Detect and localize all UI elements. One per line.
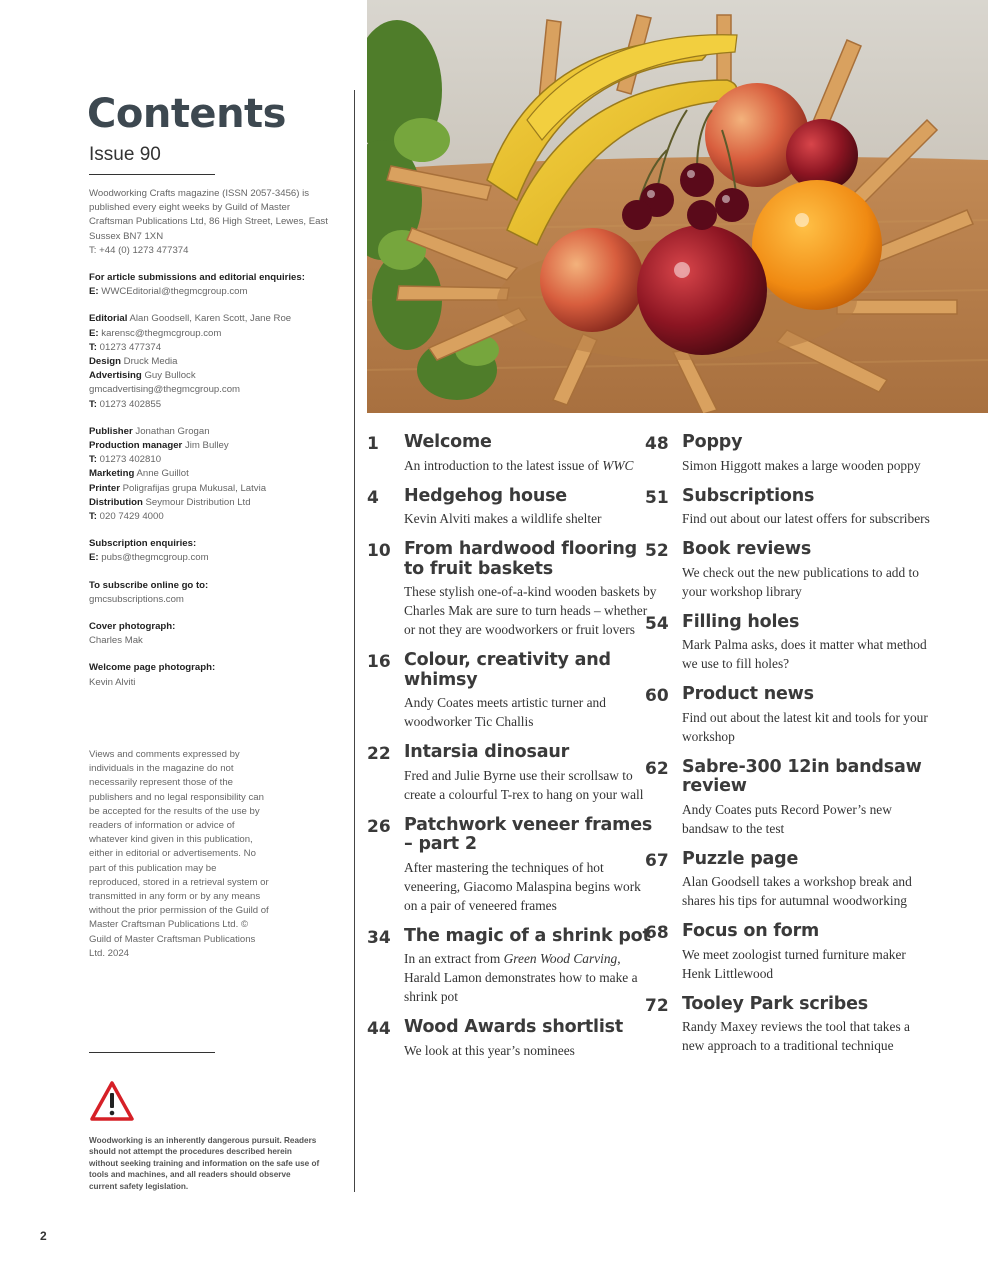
- cover-photo-fruit-basket: [367, 0, 988, 413]
- entry-text: [404, 816, 657, 915]
- disclaimer-divider: [89, 1052, 215, 1053]
- entry-description: [404, 766, 657, 804]
- contents-entry[interactable]: [645, 487, 935, 529]
- masthead-column: [89, 90, 329, 703]
- entry-description: [682, 1017, 935, 1055]
- entry-description-text: In an extract from: [404, 951, 504, 966]
- production-phone: 01273 402810: [99, 454, 162, 466]
- production-phone-label: T:: [89, 454, 97, 466]
- entry-text: [404, 927, 657, 1007]
- entry-text: [682, 850, 935, 911]
- advertising-name: Guy Bullock: [144, 370, 196, 382]
- entry-title: Patchwork veneer frames – part 2: [404, 814, 653, 854]
- entry-description-text: , Harald Lamon demonstrates how to make a shrink pot: [404, 951, 638, 1004]
- entry-page-number: 72: [645, 995, 669, 1016]
- online-block: [89, 579, 329, 607]
- entry-description: [682, 456, 935, 475]
- publisher-phone: T: +44 (0) 1273 477374: [89, 244, 189, 256]
- entry-page-number: 26: [367, 816, 391, 837]
- subscription-email[interactable]: pubs@thegmcgroup.com: [101, 552, 209, 564]
- entry-description-text: After mastering the techniques of hot veneering, Giacomo Malaspina begins work on a pair of veneered frames: [404, 859, 641, 913]
- contents-entry[interactable]: [645, 685, 935, 746]
- entry-description: [682, 509, 935, 528]
- welcome-label: Welcome page photograph:: [89, 662, 216, 674]
- contents-entry[interactable]: [645, 433, 935, 475]
- entry-description-text: An introduction to the latest issue of: [404, 457, 603, 473]
- entry-text: [404, 433, 657, 475]
- distribution-phone-label: T:: [89, 511, 97, 523]
- entry-title: Poppy: [682, 432, 743, 452]
- submissions-email[interactable]: WWCEditorial@thegmcgroup.com: [101, 286, 248, 298]
- entry-text: [682, 922, 935, 983]
- entry-description: [404, 693, 657, 731]
- entry-page-number: 51: [645, 487, 669, 508]
- entry-title: Hedgehog house: [404, 485, 567, 506]
- entry-description-italic: WWC: [602, 457, 634, 473]
- online-label: To subscribe online go to:: [89, 579, 209, 591]
- entry-description-text: Kevin Alviti makes a wildlife shelter: [404, 511, 602, 526]
- page-title: Contents: [87, 91, 286, 137]
- contents-entry[interactable]: [367, 743, 657, 804]
- entry-text: [682, 433, 935, 475]
- entry-title: Sabre-300 12in bandsaw review: [682, 756, 922, 796]
- entry-description: [404, 456, 657, 475]
- printer-name: Poligrafijas grupa Mukusal, Latvia: [122, 482, 267, 494]
- editorial-phone-label: T:: [89, 341, 97, 353]
- contents-entry[interactable]: [367, 433, 657, 475]
- publisher-label: Publisher: [89, 425, 133, 437]
- entry-title: Focus on form: [682, 921, 820, 941]
- entry-text: [682, 540, 935, 601]
- distribution-phone: 020 7429 4000: [99, 511, 164, 523]
- contents-list-left: [367, 433, 657, 1072]
- entry-text: [404, 651, 657, 731]
- publisher-name: Jonathan Grogan: [135, 425, 210, 437]
- online-url[interactable]: gmcsubscriptions.com: [89, 593, 184, 605]
- entry-description: [682, 945, 935, 983]
- entry-description: [404, 949, 657, 1006]
- entry-description-text: We look at this year’s nominees: [404, 1042, 575, 1058]
- entry-page-number: 54: [645, 613, 669, 634]
- editorial-email[interactable]: karensc@thegmcgroup.com: [101, 327, 222, 339]
- entry-text: [404, 540, 657, 639]
- title-divider: [89, 174, 215, 175]
- marketing-label: Marketing: [89, 468, 135, 480]
- cover-name: Charles Mak: [89, 635, 143, 647]
- design-label: Design: [89, 356, 121, 368]
- entry-title: Intarsia dinosaur: [404, 742, 570, 762]
- contents-entry[interactable]: [645, 613, 935, 674]
- subscription-label: Subscription enquiries:: [89, 538, 197, 550]
- editorial-label: Editorial: [89, 313, 128, 325]
- entry-page-number: 16: [367, 652, 391, 672]
- entry-title: Puzzle page: [682, 848, 799, 869]
- entry-description: [682, 635, 935, 673]
- welcome-credit: [89, 661, 329, 689]
- entry-description-text: Mark Palma asks, does it matter what method we use to fill holes?: [682, 637, 927, 671]
- advertising-email[interactable]: gmcadvertising@thegmcgroup.com: [89, 384, 241, 396]
- entry-description: [682, 708, 935, 746]
- entry-text: [404, 743, 657, 804]
- contents-entry[interactable]: [645, 540, 935, 601]
- entry-description-italic: Green Wood Carving: [503, 951, 618, 966]
- entry-description: [404, 582, 657, 639]
- subscription-email-label: E:: [89, 552, 99, 564]
- distribution-name: Seymour Distribution Ltd: [145, 496, 251, 508]
- entry-text: [682, 613, 935, 674]
- production-label: Production manager: [89, 440, 183, 452]
- publisher-intro: [89, 187, 329, 258]
- entry-title: Book reviews: [682, 539, 812, 559]
- fruit-basket-illustration: [367, 0, 988, 413]
- entry-description-text: Simon Higgott makes a large wooden poppy: [682, 457, 921, 473]
- entry-page-number: 68: [645, 923, 669, 943]
- entry-page-number: 1: [367, 434, 379, 454]
- production-name: Jim Bulley: [184, 440, 229, 452]
- entry-text: [682, 487, 935, 529]
- marketing-name: Anne Guillot: [136, 468, 189, 480]
- entry-title: The magic of a shrink pot: [404, 925, 651, 946]
- entry-title: Product news: [682, 684, 814, 704]
- entry-title: Filling holes: [682, 611, 800, 632]
- entry-description: [682, 872, 935, 910]
- entry-page-number: 44: [367, 1019, 391, 1039]
- warning-triangle-icon: [89, 1080, 135, 1122]
- submissions-label: For article submissions and editorial enquiries:: [89, 272, 305, 284]
- entry-title: Wood Awards shortlist: [404, 1017, 624, 1037]
- entry-description-text: Randy Maxey reviews the tool that takes a new approach to a traditional technique: [682, 1019, 910, 1053]
- contents-entry[interactable]: [367, 1018, 657, 1060]
- contents-entry[interactable]: [645, 922, 935, 983]
- contents-entry[interactable]: [367, 540, 657, 639]
- entry-title: Colour, creativity and whimsy: [404, 650, 611, 690]
- entry-description-text: Alan Goodsell takes a workshop break and shares his tips for autumnal woodworking: [682, 874, 912, 908]
- entry-description-text: Andy Coates puts Record Power’s new bandsaw to the test: [682, 801, 892, 836]
- entry-title: Subscriptions: [682, 485, 815, 506]
- advertising-phone: 01273 402855: [99, 398, 162, 410]
- entry-text: [404, 487, 657, 529]
- contents-list-right: [645, 433, 935, 1067]
- cover-label: Cover photograph:: [89, 621, 176, 633]
- submissions-email-label: E:: [89, 286, 99, 298]
- entry-description-text: These stylish one-of-a-kind wooden baskets by Charles Mak are sure to turn heads – whether or not they are woodworkers or fruit lovers: [404, 584, 657, 637]
- entry-page-number: 22: [367, 744, 391, 764]
- contents-entry[interactable]: [367, 927, 657, 1007]
- entry-description: [682, 563, 935, 601]
- contents-entry[interactable]: [645, 758, 935, 838]
- editorial-phone: 01273 477374: [99, 341, 162, 353]
- entry-description-text: Find out about the latest kit and tools for your workshop: [682, 709, 928, 744]
- page-number: 2: [40, 1229, 47, 1243]
- issue-number: Issue 90: [89, 144, 161, 165]
- distribution-label: Distribution: [89, 496, 143, 508]
- entry-page-number: 67: [645, 850, 669, 871]
- entry-text: [682, 995, 935, 1056]
- entry-description-text: Andy Coates meets artistic turner and woodworker Tic Challis: [404, 695, 606, 729]
- welcome-name: Kevin Alviti: [89, 676, 136, 688]
- contents-entry[interactable]: [367, 651, 657, 731]
- publisher-address: Woodworking Crafts magazine (ISSN 2057-3456) is published every eight weeks by Guild of Master Craftsman Publications Ltd, 86 High Street, Lewes, East Sussex BN7 1XN: [89, 188, 328, 242]
- entry-page-number: 48: [645, 434, 669, 454]
- entry-description: [682, 800, 935, 838]
- contents-entry[interactable]: [645, 995, 935, 1056]
- entry-page-number: 34: [367, 927, 391, 948]
- entry-description-text: Fred and Julie Byrne use their scrollsaw to create a colourful T-rex to hang on your wall: [404, 767, 644, 802]
- submissions-block: [89, 271, 329, 299]
- production-block: [89, 425, 329, 524]
- design-name: Druck Media: [123, 356, 178, 368]
- advertising-label: Advertising: [89, 370, 142, 382]
- entry-description: [404, 509, 657, 528]
- entry-description-text: Find out about our latest offers for subscribers: [682, 511, 930, 526]
- entry-page-number: 60: [645, 686, 669, 706]
- subscription-block: [89, 537, 329, 565]
- contents-entry[interactable]: [367, 487, 657, 529]
- entry-description: [404, 858, 657, 915]
- cover-credit: [89, 620, 329, 648]
- editorial-block: [89, 312, 329, 411]
- editorial-email-label: E:: [89, 327, 99, 339]
- advertising-phone-label: T:: [89, 398, 97, 410]
- safety-warning: Woodworking is an inherently dangerous pursuit. Readers should not attempt the procedures described herein without seeking training and information on the safe use of tools and machines, and all readers should observe current safety legislation.: [89, 1136, 320, 1191]
- entry-description: [404, 1041, 657, 1060]
- entry-title: Welcome: [404, 432, 492, 452]
- column-divider: [354, 90, 355, 1192]
- entry-page-number: 52: [645, 541, 669, 561]
- entry-description-text: We check out the new publications to add to your workshop library: [682, 564, 919, 599]
- contents-entry[interactable]: [367, 816, 657, 915]
- entry-title: Tooley Park scribes: [682, 993, 868, 1014]
- entry-text: [404, 1018, 657, 1060]
- entry-page-number: 4: [367, 487, 379, 508]
- entry-page-number: 10: [367, 541, 391, 561]
- entry-page-number: 62: [645, 758, 669, 779]
- printer-label: Printer: [89, 482, 120, 494]
- contents-entry[interactable]: [645, 850, 935, 911]
- entry-title: From hardwood flooring to fruit baskets: [404, 539, 637, 579]
- entry-text: [682, 758, 935, 838]
- entry-description-text: We meet zoologist turned furniture maker Henk Littlewood: [682, 946, 906, 981]
- entry-text: [682, 685, 935, 746]
- legal-disclaimer: Views and comments expressed by individuals in the magazine do not necessarily represent those of the publishers and no legal responsibility can be accepted for the results of the use by readers of information or advice of whatever kind given in this publication, either in editorial or advertisements. No part of this publication may be reproduced, stored in a retrieval system or transmitted in any form or by any means without the prior permission of the Guild of Master Craftsman Publications Ltd. © Guild of Master Craftsman Publications Ltd. 2024: [89, 749, 269, 959]
- editorial-names: Alan Goodsell, Karen Scott, Jane Roe: [129, 313, 292, 325]
